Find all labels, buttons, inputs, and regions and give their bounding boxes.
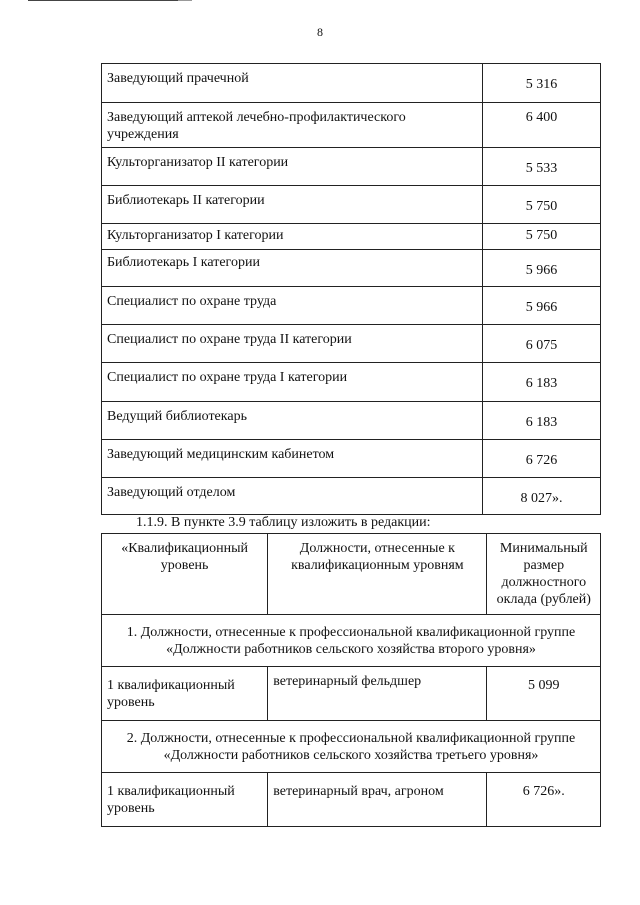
- salary-table: [101, 63, 601, 515]
- salary-value: 5 966: [483, 250, 601, 287]
- position-name: Специалист по охране труда: [102, 287, 483, 325]
- position-list: ветеринарный фельдшер: [268, 667, 486, 721]
- position-name: Специалист по охране труда I категории: [102, 363, 483, 402]
- group-title: 2. Должности, отнесенные к профессиональной квалификационной группе «Должности работников сельского хозяйства третьего уровня»: [102, 721, 601, 773]
- position-name: Ведущий библиотекарь: [102, 402, 483, 440]
- group-title: 1. Должности, отнесенные к профессиональной квалификационной группе «Должности работников сельского хозяйства второго уровня»: [102, 615, 601, 667]
- min-salary: 6 726».: [486, 773, 600, 827]
- header-qualification-level: «Квалификационный уровень: [102, 534, 268, 615]
- table-row: [102, 224, 601, 250]
- qualification-table: [101, 533, 601, 827]
- table-row: [102, 64, 601, 103]
- qualification-level: 1 квалификационный уровень: [102, 667, 268, 721]
- min-salary: 5 099: [486, 667, 600, 721]
- position-list: ветеринарный врач, агроном: [268, 773, 486, 827]
- salary-value: 8 027».: [483, 478, 601, 515]
- position-name: Культорганизатор I категории: [102, 224, 483, 250]
- position-name: Заведующий прачечной: [102, 64, 483, 103]
- position-name: Специалист по охране труда II категории: [102, 325, 483, 363]
- header-min-salary: Минимальный размер должностного оклада (рублей): [486, 534, 600, 615]
- page-number: 8: [317, 25, 323, 39]
- table-row: [102, 148, 601, 186]
- table-row: [102, 667, 601, 721]
- table-row: [102, 287, 601, 325]
- salary-value: 6 075: [483, 325, 601, 363]
- position-name: Библиотекарь I категории: [102, 250, 483, 287]
- salary-value: 5 966: [483, 287, 601, 325]
- header-row: [102, 534, 601, 615]
- table-row: [102, 402, 601, 440]
- table-row: [102, 186, 601, 224]
- group-row: [102, 615, 601, 667]
- table-row: [102, 325, 601, 363]
- salary-value: 6 183: [483, 363, 601, 402]
- qualification-level: 1 квалификационный уровень: [102, 773, 268, 827]
- scan-top-line: [28, 0, 178, 1]
- position-name: Заведующий аптекой лечебно-профилактического учреждения: [102, 103, 483, 148]
- group-row: [102, 721, 601, 773]
- table-row: [102, 363, 601, 402]
- salary-value: 5 533: [483, 148, 601, 186]
- position-name: Библиотекарь II категории: [102, 186, 483, 224]
- table-row: [102, 440, 601, 478]
- salary-value: 5 750: [483, 186, 601, 224]
- header-positions: Должности, отнесенные к квалификационным уровням: [268, 534, 486, 615]
- salary-value: 5 316: [483, 64, 601, 103]
- position-name: Культорганизатор II категории: [102, 148, 483, 186]
- table-row: [102, 250, 601, 287]
- salary-value: 6 400: [483, 103, 601, 148]
- salary-value: 5 750: [483, 224, 601, 250]
- amendment-paragraph: 1.1.9. В пункте 3.9 таблицу изложить в редакции:: [136, 515, 431, 530]
- position-name: Заведующий медицинским кабинетом: [102, 440, 483, 478]
- table-row: [102, 773, 601, 827]
- position-name: Заведующий отделом: [102, 478, 483, 515]
- table-row: [102, 103, 601, 148]
- salary-value: 6 726: [483, 440, 601, 478]
- table-row: [102, 478, 601, 515]
- scan-top-line-tail: [178, 0, 192, 1]
- salary-value: 6 183: [483, 402, 601, 440]
